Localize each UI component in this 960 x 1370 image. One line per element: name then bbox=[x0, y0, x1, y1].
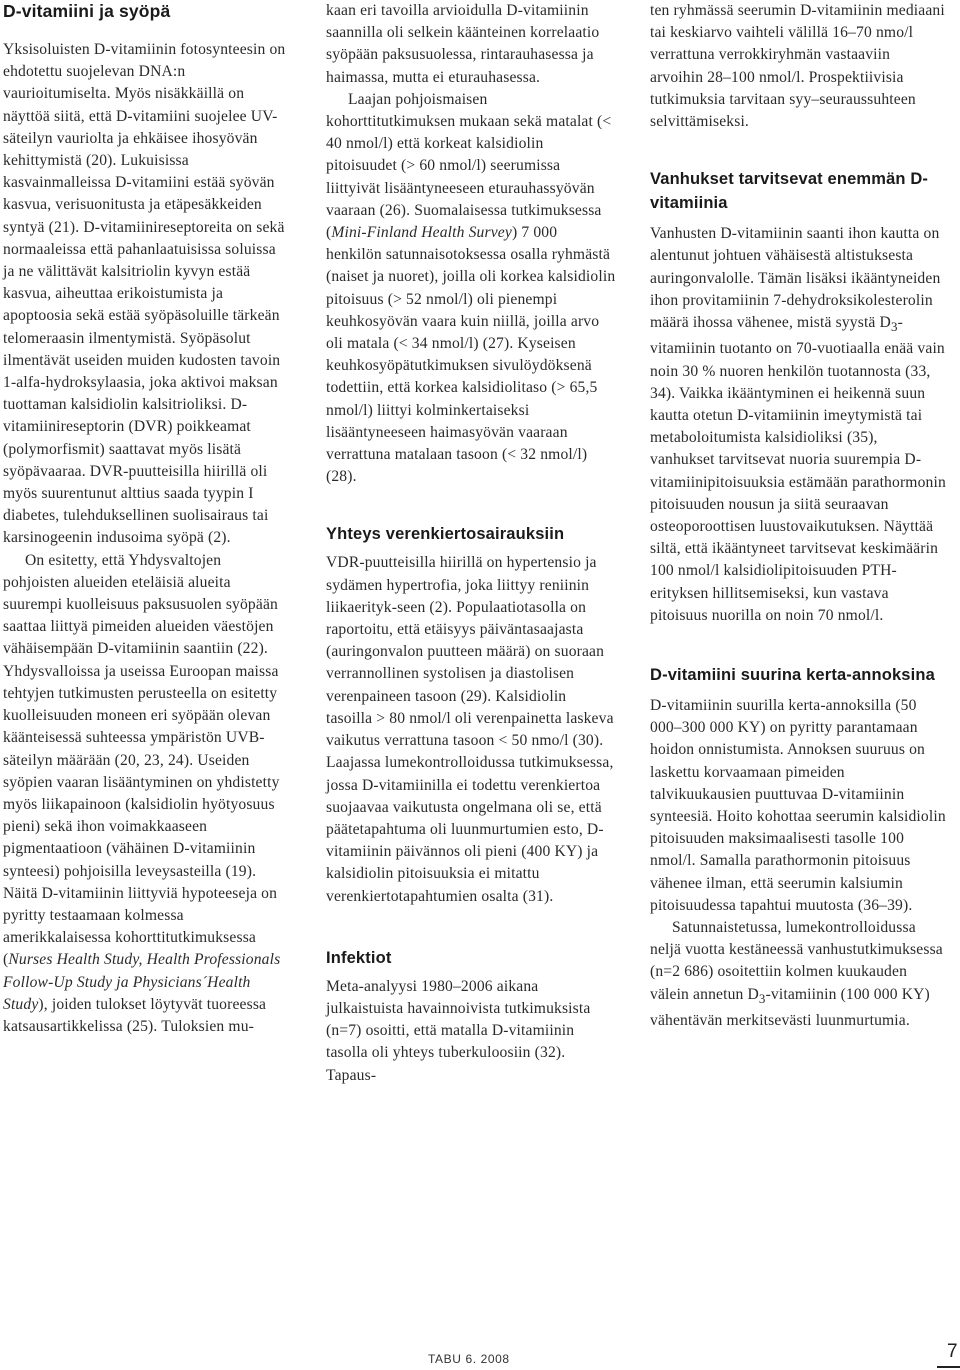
paragraph-text: VDR-puutteisilla hiirillä on hypertensio ja sydämen hypertrofia, joka liittyy reniinin liikaerityk-seen (2). Populaatiotasolla on raportoitu, että etäisyys päiväntasaajasta (auringonvalon puutteen määrä) on suoraan verrannollinen systolisen ja diastolisen verenpaineen tasoon (29). Kalsidiolin tasoilla > 80 nmol/l oli verenpainetta laskeva vaikutus verrattuna tasoon < 50 nmo/l (30). Laajassa lumekontrolloidussa tutkimuksessa, jossa D-vitamiinilla ei todettu verenkiertoa suojaavaa vaikutusta ongelmana oli se, että päätetapahtuma oli luunmurtumien esto, D-vitamiinin päivännos oli pieni (400 KY) ja kalsidiolin pitoisuuksia ei mitattu verenkiertotapahtumien osalta (31). bbox=[326, 554, 614, 905]
paragraph-text: Vanhusten D-vitamiinin saanti ihon kautta on alentunut johtuen vähäisestä altistuksesta auringonvalolle. Tämän lisäksi ikääntyneiden ihon provitamiinin 7-dehydroksikolesterolin määrä ihossa vähenee, mistä syystä D bbox=[650, 225, 941, 332]
paragraph bbox=[650, 0, 946, 133]
column-2 bbox=[326, 0, 616, 1087]
study-names-italic: Nurses Health Study, Health Professionals Follow-Up Study ja Physicians´Health Study bbox=[3, 951, 281, 1013]
paragraph bbox=[650, 695, 946, 917]
paragraph-text: ), joiden tulokset löytyvät tuoreessa katsausartikkelissa (25). Tuloksien mu- bbox=[3, 995, 267, 1035]
footer-journal-label: TABU 6. 2008 bbox=[428, 1352, 510, 1366]
section-heading-circulatory: Yhteys verenkiertosairauksiin bbox=[326, 525, 565, 544]
paragraph bbox=[3, 39, 291, 550]
paragraph-text: D-vitamiinin suurilla kerta-annoksilla (50 000–300 000 KY) on pyritty parantamaan hoidon onnistumista. Annoksen suuruus on laskettu korvaamaan pimeiden talvikuukausien puuttuvaa D-vitamiinin synteesiä. Hoito kohottaa seerumin kalsidiolin pitoisuuden maksimaalisesti tasolle 100 nmol/l. Samalla parathormonin pitoisuus vähenee ilman, että seerumin kalsiumin pitoisuudessa tapahtui muutosta (36–39). bbox=[650, 696, 946, 914]
paragraph-text: On esitetty, että Yhdysvaltojen pohjoisten alueiden eteläisiä alueita suurempi kuolleisuus paksusuolen syöpään saattaa liittyä pimeiden alueiden väestöjen vähäisempään D-vitamiinin saantiin (22). Yhdysvalloissa ja useissa Euroopan maissa tehtyjen tutkimusten perusteella on esitetty kuolleisuuden moneen eri syöpään olevan käänteisessä suhteessa ympäristön UVB-säteilyn määrään (20, 23, 24). Useiden syöpien vaaran lisääntyminen on yhdistetty myös liikapainoon (kalsidiolin hyötyosuus pieni) sekä ihon voimakkaaseen pigmentaatioon (vähäinen D-vitamiinin synteesi) pohjoisilla leveysasteilla (19). Näitä D-vitamiinin liittyviä hypoteeseja on pyritty testaamaan kolmessa amerikkalaisessa kohorttitutkimuksessa ( bbox=[3, 551, 280, 969]
paragraph-text: Satunnaistetussa, lumekontrolloidussa neljä vuotta kestäneessä vanhustutkimuksessa (n=2 686) osoitettiin kolmen kuukauden välein annetun D bbox=[650, 919, 943, 1003]
section-heading-vitamin-d-cancer: D-vitamiini ja syöpä bbox=[3, 1, 171, 21]
paragraph bbox=[326, 976, 616, 1087]
paragraph-text: Meta-analyysi 1980–2006 aikana julkaistuista havainnoivista tutkimuksista (n=7) osoitti, että matalla D-vitamiinin tasolla oli yhteys tuberkuloosiin (32). Tapaus- bbox=[326, 977, 591, 1084]
subscript: 3 bbox=[758, 990, 766, 1006]
column-3 bbox=[650, 0, 946, 1032]
paragraph-text: ) 7 000 henkilön satunnaisotoksessa osalla ryhmästä (naiset ja nuoret), joilla oli korkea kalsidiolin pitoisuus (> 52 nmol/l) oli pienempi keuhkosyövän vaara kuin niillä, joilla arvo oli matala (< 34 nmol/l) (27). Kyseisen keuhkosyöpätutkimuksen sivulöydöksenä todettiin, että korkea kalsidiolitaso (> 65,5 nmol/l) liittyi kolminkertaiseksi lisääntyneeseen haimasyövän vaaraan verrattuna matalaan tasoon (< 32 nmol/l) (28). bbox=[326, 224, 616, 486]
column-1 bbox=[3, 0, 291, 1038]
section-heading-infections: Infektiot bbox=[326, 948, 392, 967]
paragraph bbox=[3, 550, 291, 1038]
paragraph bbox=[326, 89, 616, 489]
paragraph bbox=[650, 917, 946, 1032]
paragraph bbox=[326, 552, 616, 907]
page-number-underline bbox=[937, 1366, 960, 1368]
paragraph-text: -vitamiinin (100 000 KY) vähentävän merkitsevästi luunmurtumia. bbox=[650, 985, 930, 1029]
study-name-italic: Mini-Finland Health Survey bbox=[331, 224, 512, 242]
paragraph-text: Laajan pohjoismaisen kohorttitutkimuksen mukaan sekä matalat (< 40 nmol/l) että korkeat kalsidiolin pitoisuudet (> 60 nmol/l) seerumissa liittyivät lisääntyneeseen eturauhassyövän vaaraan (26). Suomalaisessa tutkimuksessa ( bbox=[326, 90, 612, 242]
section-heading-large-doses: D-vitamiini suurina kerta-annoksina bbox=[650, 665, 935, 684]
subscript: 3 bbox=[890, 319, 898, 335]
paragraph-text: kaan eri tavoilla arvioidulla D-vitamiinin saannilla oli selkein käänteinen korrelaatio syöpään paksusuolessa, rintarauhasessa ja haimassa, mutta ei eturauhasessa. bbox=[326, 2, 600, 86]
paragraph-text: ten ryhmässä seerumin D-vitamiinin mediaani tai keskiarvo vaihteli välillä 16–70 nmo/l verrattuna verrokkiryhmän vastaaviin arvoihin 28–100 nmol/l. Prospektiivisia tutkimuksia tarvitaan syy–seuraussuhteen selvittämiseksi. bbox=[650, 2, 945, 131]
paragraph bbox=[326, 0, 616, 89]
paragraph-text: Yksisoluisten D-vitamiinin fotosynteesin on ehdotettu suojelevan DNA:n vaurioitumiselta. Myös nisäkkäillä on näyttöä siitä, että D-vitamiini suojelee UV-säteilyn vauriolta ja ehkäisee ihosyövän kehittymistä (20). Lukuisissa kasvainmalleissa D-vitamiini estää syövän kasvua, verisuonitusta ja etäpesäkkeiden syntyä (21). D-vitamiinireseptoreita on sekä normaaleissa että pahanlaatuisissa soluissa ja ne välittävät kalsitriolin kyvyn estää kasvua, aiheuttaa erikoistumista ja apoptoosia sekä estää syöpäsoluille tärkeän telomeraasin ilmentymistä. Syöpäsolut ilmentävät useiden muiden kudosten tavoin 1-alfa-hydroksylaasia, joka aktivoi maksan tuottaman kalsidiolin kalsitrioliksi. D-vitamiinireseptorin (DVR) poikkeamat (polymorfismit) saattavat myös lisätä syöpävaaraa. DVR-puutteisilla hiirillä oli myös suurentunut alttius saada tyypin I diabetes, tulehduksellinen suolisairaus tai karsinogeenin indusoima syöpä (2). bbox=[3, 41, 286, 547]
page-number: 7 bbox=[947, 1341, 958, 1362]
paragraph bbox=[650, 223, 946, 627]
paragraph-text: -vitamiinin tuotanto on 70-vuotiaalla enää vain noin 30 % nuoren henkilön tuotannosta (33, 34). Vaikka ikääntyminen ei heikennä suun kautta otetun D-vitamiinin imeytymistä tai metaboloitumista kalsidioliksi (35), vanhukset tarvitsevat nuoria suurempia D-vitamiinipitoisuuksia estämään parathormonin pitoisuuden nousun ja siitä seuraavan osteoporoottisen luustovaikutuksen. Näyttää siltä, että ikääntyneet tarvitsevat keskimäärin 100 nmol/l kalsidiolipitoisuuden PTH-erityksen hillitsemiseksi, kun vastava pitoisuus nuorilla on noin 70 nmol/l. bbox=[650, 314, 946, 624]
section-heading-elderly: Vanhukset tarvitsevat enemmän D-vitamiinia bbox=[650, 170, 929, 213]
